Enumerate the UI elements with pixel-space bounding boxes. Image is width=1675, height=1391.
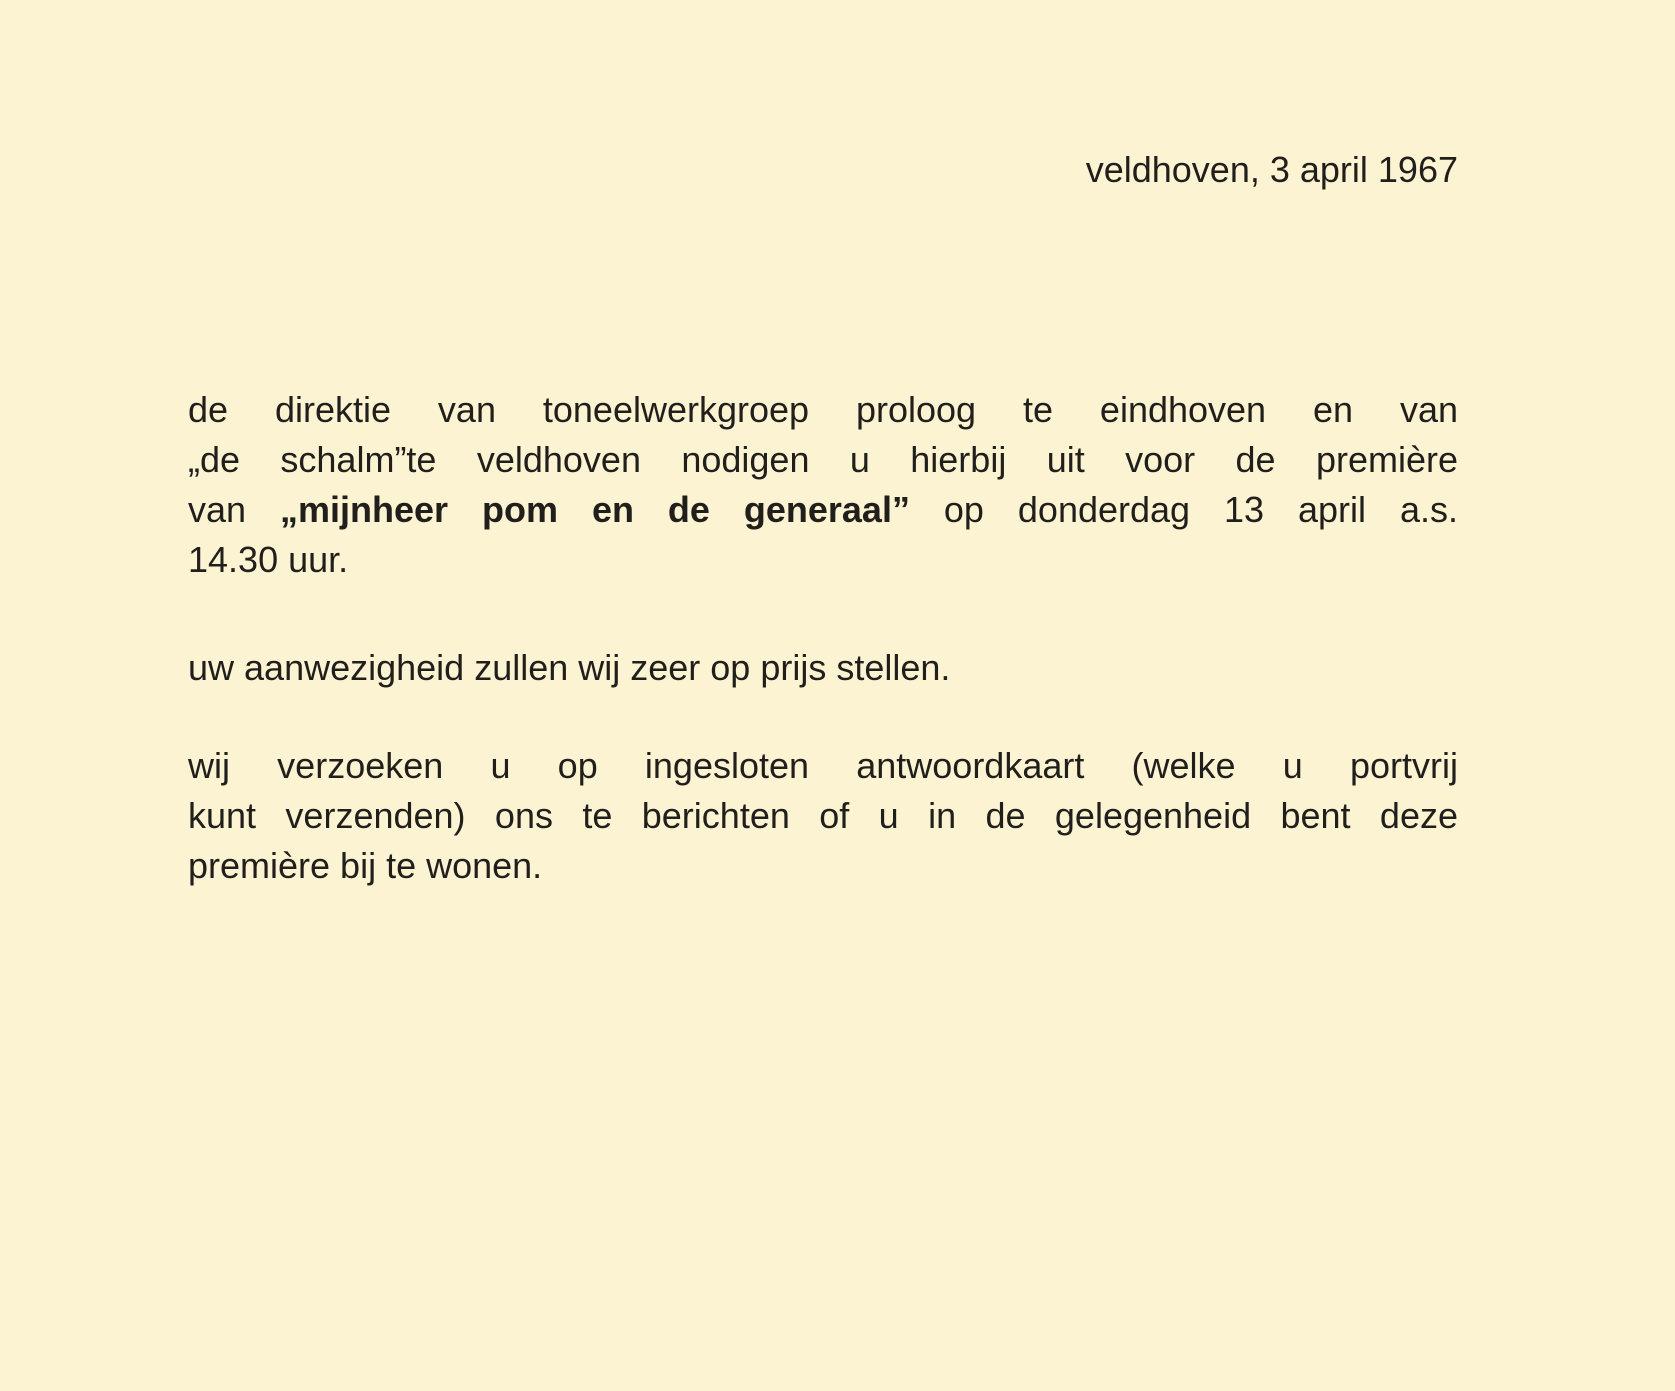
- reply-line-2: kunt verzenden) ons te berichten of u in de gelegenheid bent deze: [188, 795, 1458, 836]
- invitation-line-4: 14.30 uur.: [188, 539, 349, 580]
- play-title-bold: „mijnheer pom en de generaal”: [280, 489, 910, 530]
- invitation-paragraph: [188, 385, 1458, 585]
- invitation-line-3: [188, 485, 1458, 535]
- presence-paragraph: [188, 643, 1458, 693]
- reply-card-paragraph: [188, 741, 1458, 891]
- letter-page: [0, 145, 1675, 1391]
- date-line: veldhoven, 3 april 1967: [1085, 149, 1458, 190]
- invitation-line-3-prefix: van: [188, 489, 280, 530]
- presence-line: uw aanwezigheid zullen wij zeer op prijs stellen.: [188, 647, 951, 688]
- invitation-line-3-suffix: op donderdag 13 april a.s.: [909, 489, 1459, 530]
- invitation-line-2: „de schalm”te veldhoven nodigen u hierbij uit voor de première: [188, 439, 1458, 480]
- reply-line-3: première bij te wonen.: [188, 845, 543, 886]
- reply-line-1: wij verzoeken u op ingesloten antwoordkaart (welke u portvrij: [188, 745, 1458, 786]
- invitation-letter: [188, 145, 1458, 891]
- invitation-line-1: de direktie van toneelwerkgroep proloog te eindhoven en van: [188, 389, 1458, 430]
